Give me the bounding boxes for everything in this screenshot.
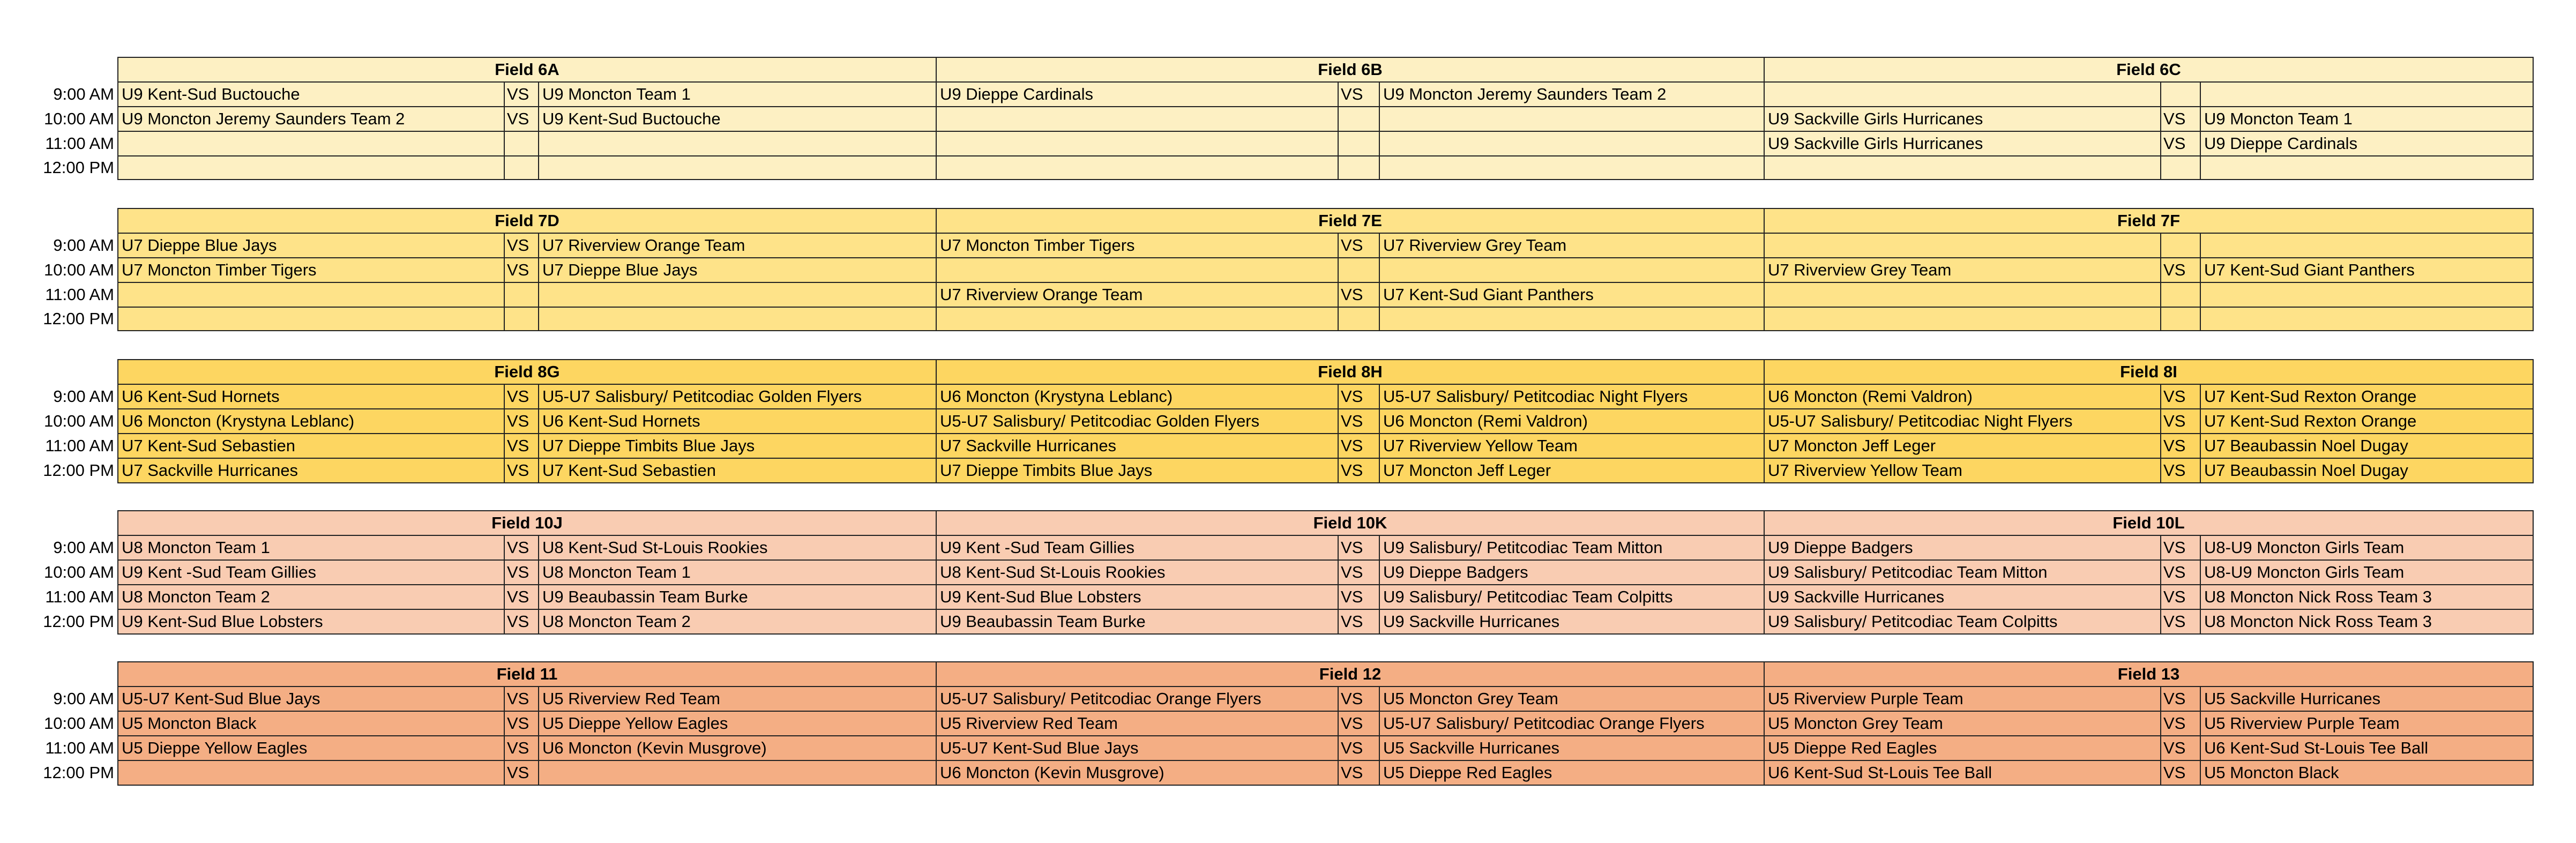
time-row	[21, 609, 2533, 634]
field-header: Field 8G	[118, 360, 936, 384]
away-team-cell: U7 Beaubassin Noel Dugay	[2200, 434, 2533, 458]
home-team-cell: U9 Sackville Girls Hurricanes	[1764, 107, 2161, 131]
vs-cell: VS	[2161, 458, 2200, 483]
home-team-cell	[936, 131, 1338, 156]
time-row	[21, 687, 2533, 711]
vs-cell: VS	[1338, 585, 1379, 609]
vs-cell: VS	[504, 458, 539, 483]
vs-cell: VS	[504, 384, 539, 409]
time-row	[21, 258, 2533, 282]
home-team-cell: U5-U7 Salisbury/ Petitcodiac Golden Flyers	[936, 409, 1338, 434]
away-team-cell	[2200, 82, 2533, 107]
field-header: Field 8I	[1764, 360, 2533, 384]
home-team-cell: U5 Moncton Black	[118, 711, 504, 736]
home-team-cell	[118, 760, 504, 785]
away-team-cell: U9 Dieppe Badgers	[1379, 560, 1764, 585]
home-team-cell	[936, 258, 1338, 282]
vs-cell	[2161, 156, 2200, 180]
time-label: 10:00 AM	[21, 258, 118, 282]
home-team-cell: U7 Sackville Hurricanes	[118, 458, 504, 483]
away-team-cell: U5-U7 Salisbury/ Petitcodiac Orange Flyers	[1379, 711, 1764, 736]
away-team-cell	[539, 131, 936, 156]
home-team-cell: U6 Kent-Sud Hornets	[118, 384, 504, 409]
time-row	[21, 458, 2533, 483]
home-team-cell	[118, 156, 504, 180]
away-team-cell: U9 Salisbury/ Petitcodiac Team Mitton	[1379, 535, 1764, 560]
home-team-cell: U7 Moncton Timber Tigers	[936, 233, 1338, 258]
vs-cell: VS	[2161, 434, 2200, 458]
corner-blank	[21, 511, 118, 535]
vs-cell: VS	[2161, 560, 2200, 585]
vs-cell: VS	[1338, 687, 1379, 711]
vs-cell: VS	[2161, 107, 2200, 131]
away-team-cell: U8-U9 Moncton Girls Team	[2200, 560, 2533, 585]
home-team-cell: U5 Dieppe Red Eagles	[1764, 736, 2161, 760]
field-header: Field 8H	[936, 360, 1764, 384]
vs-cell: VS	[504, 409, 539, 434]
vs-cell: VS	[504, 258, 539, 282]
home-team-cell	[1764, 233, 2161, 258]
home-team-cell: U9 Salisbury/ Petitcodiac Team Mitton	[1764, 560, 2161, 585]
vs-cell: VS	[1338, 560, 1379, 585]
away-team-cell: U5 Moncton Black	[2200, 760, 2533, 785]
away-team-cell: U7 Kent-Sud Rexton Orange	[2200, 409, 2533, 434]
field-header: Field 6C	[1764, 57, 2533, 82]
away-team-cell: U7 Beaubassin Noel Dugay	[2200, 458, 2533, 483]
field-header: Field 10L	[1764, 511, 2533, 535]
away-team-cell: U8-U9 Moncton Girls Team	[2200, 535, 2533, 560]
time-row	[21, 736, 2533, 760]
vs-cell: VS	[2161, 687, 2200, 711]
time-row	[21, 535, 2533, 560]
time-label: 9:00 AM	[21, 687, 118, 711]
vs-cell	[504, 307, 539, 331]
home-team-cell: U6 Moncton (Kevin Musgrove)	[936, 760, 1338, 785]
away-team-cell: U5-U7 Salisbury/ Petitcodiac Night Flyers	[1379, 384, 1764, 409]
away-team-cell: U9 Moncton Team 1	[539, 82, 936, 107]
home-team-cell: U8 Kent-Sud St-Louis Rookies	[936, 560, 1338, 585]
away-team-cell: U8 Kent-Sud St-Louis Rookies	[539, 535, 936, 560]
vs-cell: VS	[504, 711, 539, 736]
home-team-cell: U9 Kent -Sud Team Gillies	[936, 535, 1338, 560]
vs-cell: VS	[2161, 711, 2200, 736]
field-header: Field 13	[1764, 662, 2533, 687]
time-label: 9:00 AM	[21, 82, 118, 107]
time-label: 10:00 AM	[21, 409, 118, 434]
away-team-cell: U6 Kent-Sud St-Louis Tee Ball	[2200, 736, 2533, 760]
vs-cell: VS	[1338, 434, 1379, 458]
vs-cell	[2161, 233, 2200, 258]
away-team-cell: U9 Moncton Team 1	[2200, 107, 2533, 131]
home-team-cell	[1764, 282, 2161, 307]
time-label: 10:00 AM	[21, 560, 118, 585]
time-label: 11:00 AM	[21, 131, 118, 156]
away-team-cell	[1379, 258, 1764, 282]
vs-cell: VS	[504, 760, 539, 785]
away-team-cell: U5 Riverview Purple Team	[2200, 711, 2533, 736]
time-label: 12:00 PM	[21, 307, 118, 331]
time-row	[21, 107, 2533, 131]
away-team-cell: U5 Moncton Grey Team	[1379, 687, 1764, 711]
time-label: 9:00 AM	[21, 384, 118, 409]
field-header: Field 6B	[936, 57, 1764, 82]
home-team-cell: U5-U7 Kent-Sud Blue Jays	[936, 736, 1338, 760]
vs-cell	[1338, 307, 1379, 331]
corner-blank	[21, 662, 118, 687]
vs-cell	[2161, 282, 2200, 307]
home-team-cell	[118, 282, 504, 307]
vs-cell: VS	[1338, 282, 1379, 307]
home-team-cell	[936, 107, 1338, 131]
vs-cell	[1338, 258, 1379, 282]
away-team-cell: U7 Dieppe Blue Jays	[539, 258, 936, 282]
vs-cell	[504, 156, 539, 180]
vs-cell: VS	[2161, 384, 2200, 409]
vs-cell: VS	[1338, 458, 1379, 483]
time-row	[21, 434, 2533, 458]
away-team-cell: U7 Dieppe Timbits Blue Jays	[539, 434, 936, 458]
away-team-cell: U7 Riverview Grey Team	[1379, 233, 1764, 258]
away-team-cell: U5-U7 Salisbury/ Petitcodiac Golden Flyers	[539, 384, 936, 409]
away-team-cell	[1379, 307, 1764, 331]
away-team-cell	[2200, 282, 2533, 307]
vs-cell: VS	[1338, 736, 1379, 760]
vs-cell: VS	[1338, 409, 1379, 434]
home-team-cell: U8 Moncton Team 1	[118, 535, 504, 560]
time-label: 12:00 PM	[21, 458, 118, 483]
home-team-cell: U5-U7 Salisbury/ Petitcodiac Orange Flyers	[936, 687, 1338, 711]
away-team-cell	[2200, 307, 2533, 331]
time-label: 9:00 AM	[21, 535, 118, 560]
home-team-cell: U7 Dieppe Timbits Blue Jays	[936, 458, 1338, 483]
vs-cell: VS	[504, 585, 539, 609]
time-label: 11:00 AM	[21, 434, 118, 458]
home-team-cell: U6 Moncton (Krystyna Leblanc)	[936, 384, 1338, 409]
time-label: 12:00 PM	[21, 760, 118, 785]
away-team-cell	[2200, 156, 2533, 180]
field-header: Field 7D	[118, 208, 936, 233]
away-team-cell	[539, 156, 936, 180]
vs-cell: VS	[2161, 131, 2200, 156]
home-team-cell: U7 Riverview Orange Team	[936, 282, 1338, 307]
home-team-cell: U7 Kent-Sud Sebastien	[118, 434, 504, 458]
away-team-cell: U7 Kent-Sud Giant Panthers	[2200, 258, 2533, 282]
vs-cell	[504, 131, 539, 156]
vs-cell	[504, 282, 539, 307]
time-label: 12:00 PM	[21, 156, 118, 180]
time-row	[21, 585, 2533, 609]
away-team-cell: U7 Riverview Yellow Team	[1379, 434, 1764, 458]
time-label: 10:00 AM	[21, 711, 118, 736]
field-header: Field 7F	[1764, 208, 2533, 233]
home-team-cell: U9 Kent-Sud Blue Lobsters	[118, 609, 504, 634]
home-team-cell: U5-U7 Salisbury/ Petitcodiac Night Flyers	[1764, 409, 2161, 434]
vs-cell: VS	[2161, 409, 2200, 434]
away-team-cell: U5 Dieppe Red Eagles	[1379, 760, 1764, 785]
away-team-cell: U9 Kent-Sud Buctouche	[539, 107, 936, 131]
vs-cell: VS	[1338, 233, 1379, 258]
schedule-table	[21, 510, 2534, 635]
time-row	[21, 384, 2533, 409]
time-row	[21, 760, 2533, 785]
home-team-cell: U5 Moncton Grey Team	[1764, 711, 2161, 736]
away-team-cell: U7 Kent-Sud Sebastien	[539, 458, 936, 483]
away-team-cell	[539, 760, 936, 785]
home-team-cell: U5 Riverview Red Team	[936, 711, 1338, 736]
field-header: Field 6A	[118, 57, 936, 82]
away-team-cell: U6 Moncton (Kevin Musgrove)	[539, 736, 936, 760]
field-header: Field 12	[936, 662, 1764, 687]
away-team-cell: U9 Moncton Jeremy Saunders Team 2	[1379, 82, 1764, 107]
time-row	[21, 82, 2533, 107]
away-team-cell	[539, 282, 936, 307]
away-team-cell	[1379, 131, 1764, 156]
vs-cell: VS	[1338, 760, 1379, 785]
vs-cell: VS	[504, 687, 539, 711]
field-header: Field 10K	[936, 511, 1764, 535]
home-team-cell	[1764, 82, 2161, 107]
corner-blank	[21, 208, 118, 233]
home-team-cell	[118, 307, 504, 331]
home-team-cell	[1764, 156, 2161, 180]
home-team-cell: U9 Kent-Sud Buctouche	[118, 82, 504, 107]
away-team-cell: U5 Riverview Red Team	[539, 687, 936, 711]
field-header: Field 10J	[118, 511, 936, 535]
away-team-cell: U6 Moncton (Remi Valdron)	[1379, 409, 1764, 434]
home-team-cell: U9 Dieppe Cardinals	[936, 82, 1338, 107]
away-team-cell: U9 Salisbury/ Petitcodiac Team Colpitts	[1379, 585, 1764, 609]
time-label: 12:00 PM	[21, 609, 118, 634]
home-team-cell: U7 Dieppe Blue Jays	[118, 233, 504, 258]
home-team-cell: U9 Beaubassin Team Burke	[936, 609, 1338, 634]
home-team-cell	[936, 156, 1338, 180]
home-team-cell: U9 Sackville Girls Hurricanes	[1764, 131, 2161, 156]
away-team-cell	[539, 307, 936, 331]
vs-cell: VS	[2161, 258, 2200, 282]
schedule-table	[21, 661, 2534, 786]
home-team-cell: U9 Salisbury/ Petitcodiac Team Colpitts	[1764, 609, 2161, 634]
time-label: 10:00 AM	[21, 107, 118, 131]
away-team-cell: U9 Beaubassin Team Burke	[539, 585, 936, 609]
vs-cell	[1338, 131, 1379, 156]
vs-cell: VS	[504, 609, 539, 634]
vs-cell: VS	[504, 560, 539, 585]
time-row	[21, 307, 2533, 331]
home-team-cell	[1764, 307, 2161, 331]
home-team-cell: U8 Moncton Team 2	[118, 585, 504, 609]
time-row	[21, 409, 2533, 434]
away-team-cell: U7 Kent-Sud Rexton Orange	[2200, 384, 2533, 409]
vs-cell: VS	[504, 535, 539, 560]
home-team-cell: U9 Moncton Jeremy Saunders Team 2	[118, 107, 504, 131]
time-row	[21, 156, 2533, 180]
time-row	[21, 560, 2533, 585]
corner-blank	[21, 360, 118, 384]
vs-cell: VS	[504, 233, 539, 258]
time-row	[21, 233, 2533, 258]
vs-cell: VS	[504, 736, 539, 760]
vs-cell: VS	[2161, 736, 2200, 760]
home-team-cell: U5 Dieppe Yellow Eagles	[118, 736, 504, 760]
away-team-cell: U7 Moncton Jeff Leger	[1379, 458, 1764, 483]
vs-cell: VS	[2161, 585, 2200, 609]
away-team-cell: U6 Kent-Sud Hornets	[539, 409, 936, 434]
field-header: Field 7E	[936, 208, 1764, 233]
schedule-table	[21, 57, 2534, 180]
home-team-cell: U7 Riverview Grey Team	[1764, 258, 2161, 282]
home-team-cell: U6 Moncton (Remi Valdron)	[1764, 384, 2161, 409]
away-team-cell: U9 Dieppe Cardinals	[2200, 131, 2533, 156]
home-team-cell: U9 Dieppe Badgers	[1764, 535, 2161, 560]
vs-cell: VS	[2161, 535, 2200, 560]
time-label: 9:00 AM	[21, 233, 118, 258]
away-team-cell: U8 Moncton Team 2	[539, 609, 936, 634]
vs-cell: VS	[504, 107, 539, 131]
away-team-cell	[1379, 156, 1764, 180]
away-team-cell	[1379, 107, 1764, 131]
home-team-cell: U7 Sackville Hurricanes	[936, 434, 1338, 458]
time-row	[21, 711, 2533, 736]
home-team-cell: U9 Kent -Sud Team Gillies	[118, 560, 504, 585]
time-label: 11:00 AM	[21, 736, 118, 760]
home-team-cell: U7 Moncton Timber Tigers	[118, 258, 504, 282]
home-team-cell	[118, 131, 504, 156]
vs-cell	[2161, 82, 2200, 107]
home-team-cell: U5 Riverview Purple Team	[1764, 687, 2161, 711]
schedule-table	[21, 359, 2534, 483]
vs-cell: VS	[1338, 82, 1379, 107]
home-team-cell: U6 Kent-Sud St-Louis Tee Ball	[1764, 760, 2161, 785]
vs-cell: VS	[1338, 711, 1379, 736]
time-label: 11:00 AM	[21, 585, 118, 609]
away-team-cell: U5 Sackville Hurricanes	[2200, 687, 2533, 711]
away-team-cell: U5 Sackville Hurricanes	[1379, 736, 1764, 760]
vs-cell: VS	[1338, 609, 1379, 634]
home-team-cell: U7 Moncton Jeff Leger	[1764, 434, 2161, 458]
home-team-cell: U9 Sackville Hurricanes	[1764, 585, 2161, 609]
vs-cell: VS	[2161, 760, 2200, 785]
home-team-cell: U6 Moncton (Krystyna Leblanc)	[118, 409, 504, 434]
time-row	[21, 131, 2533, 156]
corner-blank	[21, 57, 118, 82]
vs-cell: VS	[1338, 384, 1379, 409]
away-team-cell: U7 Kent-Sud Giant Panthers	[1379, 282, 1764, 307]
away-team-cell: U5 Dieppe Yellow Eagles	[539, 711, 936, 736]
schedule-table	[21, 208, 2534, 331]
away-team-cell	[2200, 233, 2533, 258]
time-row	[21, 282, 2533, 307]
vs-cell	[2161, 307, 2200, 331]
time-label: 11:00 AM	[21, 282, 118, 307]
home-team-cell: U7 Riverview Yellow Team	[1764, 458, 2161, 483]
away-team-cell: U7 Riverview Orange Team	[539, 233, 936, 258]
away-team-cell: U8 Moncton Team 1	[539, 560, 936, 585]
field-header: Field 11	[118, 662, 936, 687]
home-team-cell: U9 Kent-Sud Blue Lobsters	[936, 585, 1338, 609]
vs-cell: VS	[504, 82, 539, 107]
home-team-cell	[936, 307, 1338, 331]
away-team-cell: U8 Moncton Nick Ross Team 3	[2200, 585, 2533, 609]
vs-cell	[1338, 156, 1379, 180]
away-team-cell: U8 Moncton Nick Ross Team 3	[2200, 609, 2533, 634]
vs-cell: VS	[504, 434, 539, 458]
vs-cell	[1338, 107, 1379, 131]
home-team-cell: U5-U7 Kent-Sud Blue Jays	[118, 687, 504, 711]
away-team-cell: U9 Sackville Hurricanes	[1379, 609, 1764, 634]
vs-cell: VS	[1338, 535, 1379, 560]
vs-cell: VS	[2161, 609, 2200, 634]
